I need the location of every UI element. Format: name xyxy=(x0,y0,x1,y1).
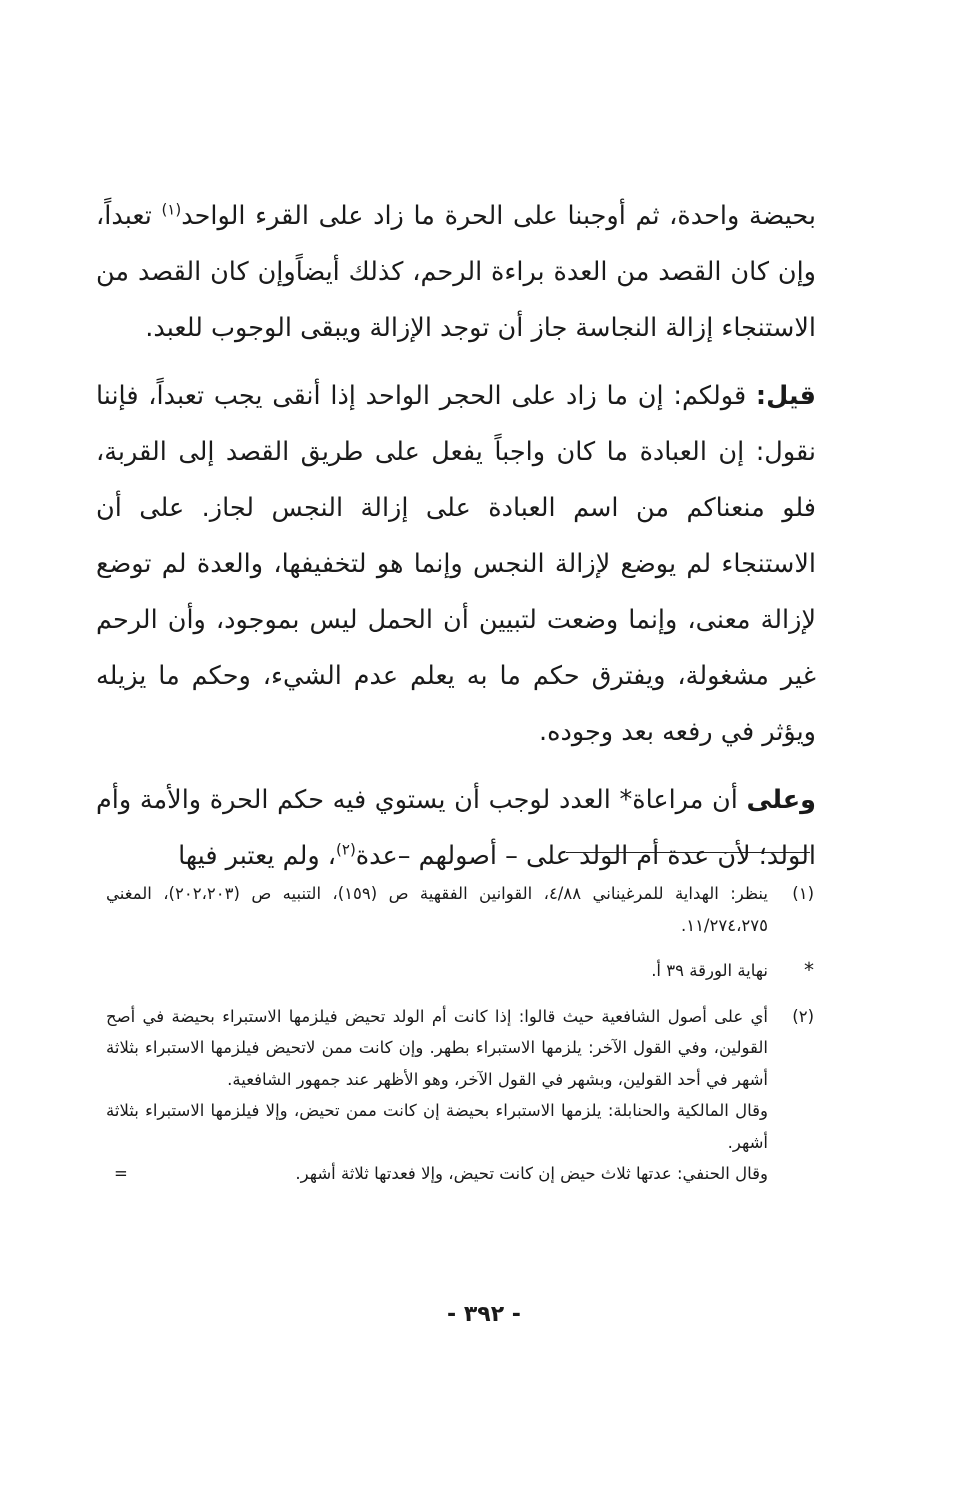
footnote-separator xyxy=(566,852,810,853)
paragraph-3: وعلى أن مراعاة* العدد لوجب أن يستوي فيه حكم الحرة والأمة وأم الولد؛ لأن عدة أم الولد على – أصولهم –عدة$^{(٢)}$، ولم يعتبر فيها xyxy=(96,785,816,871)
paragraph-lead-word: قيل: xyxy=(755,381,816,411)
footnote-text: نهاية الورقة ٣٩ أ. xyxy=(651,961,768,980)
page-number: - ٣٩٢ - xyxy=(447,1302,521,1327)
paragraph-2: قيل: قولكم: إن ما زاد على الحجر الواحد إذا أنقى يجب تعبداً، فإننا نقول: إن العبادة ما كان واجباً يفعل على طريق القصد إلى القربة، فلو منعناكم من اسم العبادة على إزالة النجس لجاز. على أن الاستنجاء لم يوضع لإزالة النجس وإنما هو لتخفيفها، والعدة لم توضع لإزالة معنى، وإنما وضعت لتبيين أن الحمل ليس بموجود، وأن الرحم غير مشغولة، ويفترق حكم ما به يعلم عدم الشيء، وحكم ما يزيله ويؤثر في رفعه بعد وجوده. xyxy=(96,381,816,747)
paragraph-lead-word: وعلى xyxy=(746,785,816,815)
footnote-text: ينظر: الهداية للمرغيناني ٤/٨٨، القوانين الفقهية ص (١٥٩)، التنبيه ص (٢٠٢،٢٠٣)، المغني ١١/٢٧٤،٢٧٥. xyxy=(106,884,768,935)
star-marker: * xyxy=(804,958,814,982)
main-text xyxy=(96,188,816,896)
footnote-star xyxy=(106,955,814,987)
footnote-text-last: وقال الحنفي: عدتها ثلاث حيض إن كانت تحيض، وإلا فعدتها ثلاثة أشهر. = xyxy=(106,1158,768,1190)
footnote-text: أي على أصول الشافعية حيث قالوا: إذا كانت أم الولد تحيض فيلزمها الاستبراء بحيضة في أصح القولين، وفي القول الآخر: يلزمها الاستبراء بطهر. وإن كانت ممن لاتحيض فيلزمها الاستبراء بثلاثة أشهر في أحد القولين، وبشهر في القول الآخر، وهو الأظهر عند جمهور الشافعية. xyxy=(106,1006,768,1089)
paragraph-1: بحيضة واحدة، ثم أوجبنا على الحرة ما زاد على القرء الواحد$^{(١)}$ تعبداً، وإن كان القصد من العدة براءة الرحم، كذلك أيضاًوإن كان القصد من الاستنجاء إزالة النجاسة جاز أن توجد الإزالة ويبقى الوجوب للعبد. xyxy=(96,200,816,343)
folio-marker-star: * xyxy=(619,785,633,815)
footnote-1 xyxy=(106,878,814,941)
footnote-number: (١) xyxy=(792,884,814,903)
footnote-2 xyxy=(106,1001,814,1190)
footnote-number: (٢) xyxy=(792,1006,814,1026)
footnote-ref-1: (١) xyxy=(161,200,182,219)
footnote-text: وقال المالكية والحنابلة: يلزمها الاستبراء بحيضة إن كانت ممن تحيض، وإلا فيلزمها الاستبراء بثلاثة أشهر. xyxy=(106,1101,768,1152)
continuation-mark: = xyxy=(114,1164,128,1183)
footnote-ref-2: (٢) xyxy=(336,840,356,859)
footnotes xyxy=(106,878,814,1190)
